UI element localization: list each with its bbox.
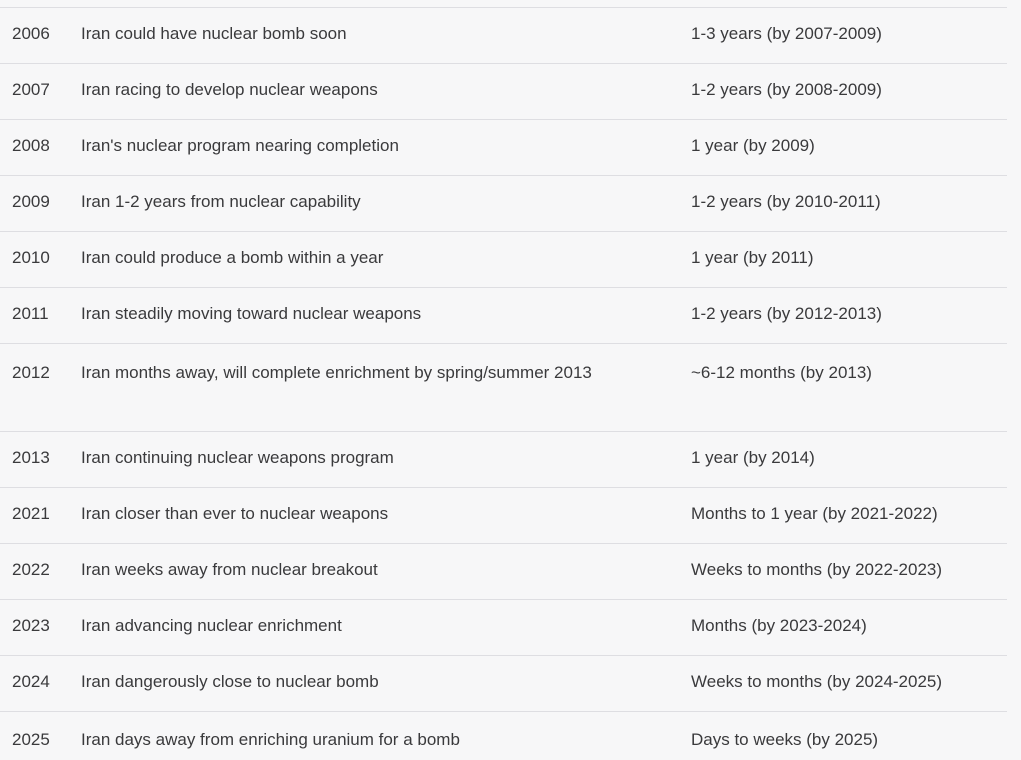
table-row: [0, 176, 1007, 232]
year-cell: 2022: [12, 560, 50, 579]
timeline-cell: Weeks to months (by 2022-2023): [691, 560, 943, 579]
year-cell: 2010: [12, 248, 50, 267]
claim-cell: Iran continuing nuclear weapons program: [81, 448, 394, 467]
claim-cell: Iran could have nuclear bomb soon: [81, 24, 347, 43]
timeline-cell: 1 year (by 2011): [691, 248, 814, 267]
table-row: [0, 64, 1007, 120]
year-cell: 2009: [12, 192, 50, 211]
claim-cell: Iran racing to develop nuclear weapons: [81, 80, 378, 99]
timeline-cell: 1 year (by 2014): [691, 448, 815, 467]
claim-cell: Iran days away from enriching uranium for a bomb: [81, 730, 460, 749]
timeline-cell: 1 year (by 2009): [691, 136, 815, 155]
year-cell: 2021: [12, 504, 50, 523]
claim-cell: Iran weeks away from nuclear breakout: [81, 560, 378, 579]
year-cell: 2013: [12, 448, 50, 467]
table-row: [0, 8, 1007, 64]
table-row: [0, 488, 1007, 544]
table-row: [0, 544, 1007, 600]
timeline-cell: Days to weeks (by 2025): [691, 730, 879, 749]
claim-cell: Iran 1-2 years from nuclear capability: [81, 192, 361, 211]
table-row: [0, 656, 1007, 712]
table-row: [0, 712, 1007, 760]
year-cell: 2006: [12, 24, 50, 43]
year-cell: 2012: [12, 363, 50, 382]
year-cell: 2024: [12, 672, 50, 691]
year-cell: 2008: [12, 136, 50, 155]
year-cell: 2023: [12, 616, 50, 635]
year-cell: 2025: [12, 730, 50, 749]
timeline-cell: Months (by 2023-2024): [691, 616, 867, 635]
timeline-cell: Months to 1 year (by 2021-2022): [691, 504, 938, 523]
timeline-cell: 1-2 years (by 2012-2013): [691, 304, 882, 323]
table-row: [0, 344, 1007, 432]
timeline-cell: Weeks to months (by 2024-2025): [691, 672, 943, 691]
claim-cell: Iran could produce a bomb within a year: [81, 248, 384, 267]
table-row: [0, 120, 1007, 176]
timeline-cell: 1-2 years (by 2010-2011): [691, 192, 881, 211]
table-row: [0, 432, 1007, 488]
claim-cell: Iran advancing nuclear enrichment: [81, 616, 342, 635]
claim-cell: Iran closer than ever to nuclear weapons: [81, 504, 389, 523]
table-row: [0, 232, 1007, 288]
timeline-cell: 1-2 years (by 2008-2009): [691, 80, 882, 99]
claim-cell: Iran steadily moving toward nuclear weapons: [81, 304, 422, 323]
table-row: [0, 288, 1007, 344]
claim-cell: Iran months away, will complete enrichment by spring/summer 2013: [81, 363, 592, 382]
year-cell: 2011: [12, 304, 49, 323]
claim-cell: Iran's nuclear program nearing completion: [81, 136, 399, 155]
year-cell: 2007: [12, 80, 50, 99]
table-row: [0, 600, 1007, 656]
claim-cell: Iran dangerously close to nuclear bomb: [81, 672, 379, 691]
timeline-cell: 1-3 years (by 2007-2009): [691, 24, 882, 43]
timeline-cell: ~6-12 months (by 2013): [691, 363, 872, 382]
